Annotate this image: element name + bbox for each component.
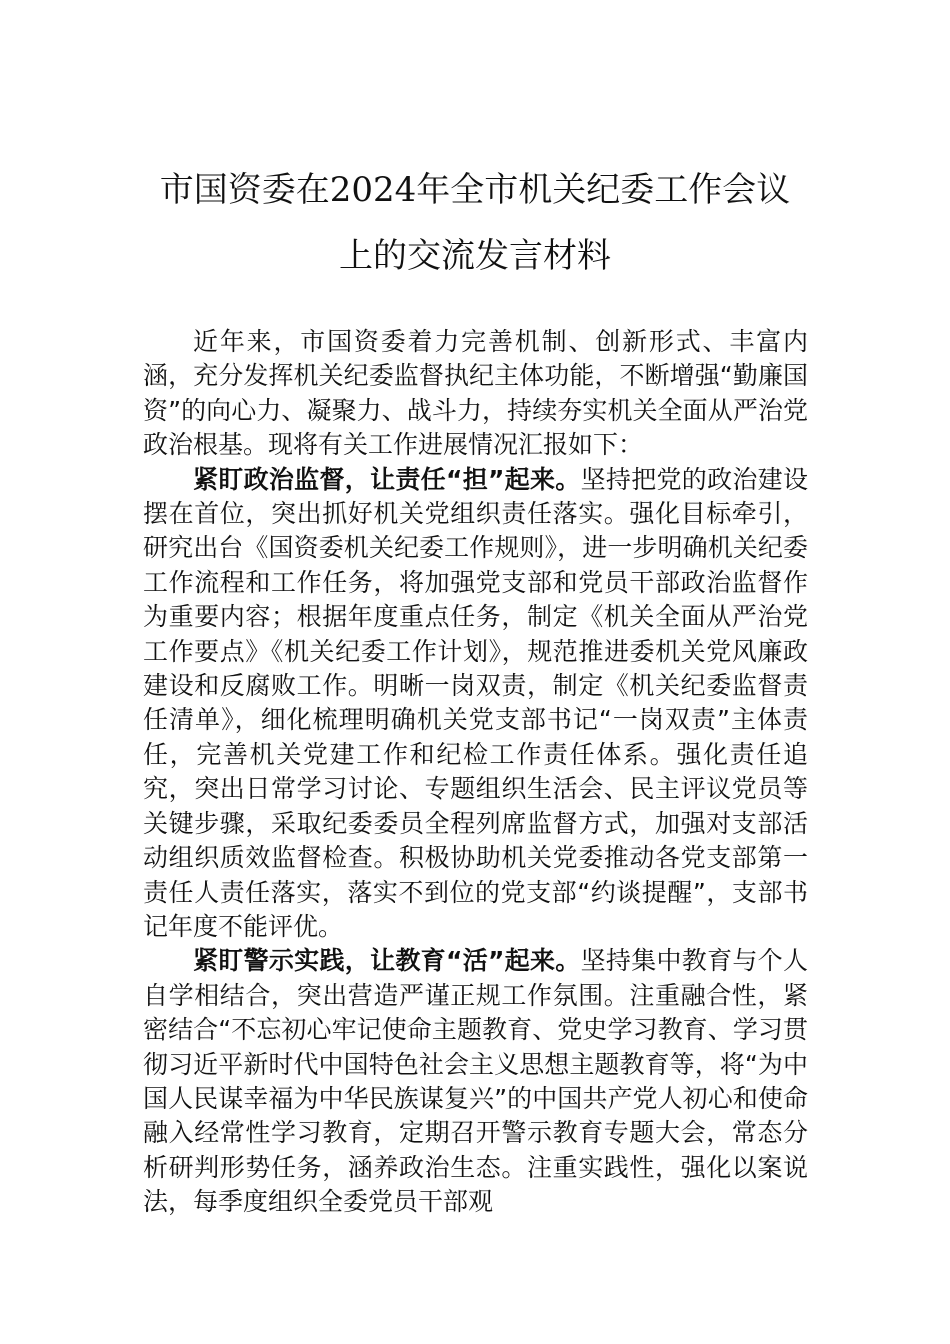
paragraph-intro-text: 近年来，市国资委着力完善机制、创新形式、丰富内涵，充分发挥机关纪委监督执纪主体功能，不断增强“勤廉国资”的向心力、凝聚力、战斗力，持续夯实机关全面从严治党政治根基。现将有关工作进展情况汇报如下： xyxy=(143,327,808,460)
paragraph-intro xyxy=(143,325,808,463)
document-body xyxy=(143,325,808,1220)
document-title-line-1: 市国资委在2024年全市机关纪委工作会议 xyxy=(159,170,791,210)
paragraph-political-supervision-text: 坚持把党的政治建设摆在首位，突出抓好机关党组织责任落实。强化目标牵引，研究出台《国资委机关纪委工作规则》，进一步明确机关纪委工作流程和工作任务，将加强党支部和党员干部政治监督作为重要内容；根据年度重点任务，制定《机关全面从严治党工作要点》《机关纪委工作计划》，规范推进委机关党风廉政建设和反腐败工作。明晰一岗双责，制定《机关纪委监督责任清单》，细化梳理明确机关党支部书记“一岗双责”主体责任，完善机关党建工作和纪检工作责任体系。强化责任追究，突出日常学习讨论、专题组织生活会、民主评议党员等关键步骤，采取纪委委员全程列席监督方式，加强对支部活动组织质效监督检查。积极协助机关党委推动各党支部第一责任人责任落实，落实不到位的党支部“约谈提醒”，支部书记年度不能评优。 xyxy=(143,464,808,941)
paragraph-political-supervision xyxy=(143,463,808,945)
paragraph-warning-practice-heading: 紧盯警示实践，让教育“活”起来。 xyxy=(193,946,581,976)
paragraph-warning-practice xyxy=(143,944,808,1219)
document-title-line-2: 上的交流发言材料 xyxy=(339,236,611,276)
paragraph-political-supervision-heading: 紧盯政治监督，让责任“担”起来。 xyxy=(193,464,581,494)
paragraph-warning-practice-text: 坚持集中教育与个人自学相结合，突出营造严谨正规工作氛围。注重融合性，紧密结合“不忘初心牢记使命主题教育、党史学习教育、学习贯彻习近平新时代中国特色社会主义思想主题教育等，将“为中国人民谋幸福为中华民族谋复兴”的中国共产党人初心和使命融入经常性学习教育，定期召开警示教育专题大会，常态分析研判形势任务，涵养政治生态。注重实践性，强化以案说法，每季度组织全委党员干部观 xyxy=(143,946,808,1217)
